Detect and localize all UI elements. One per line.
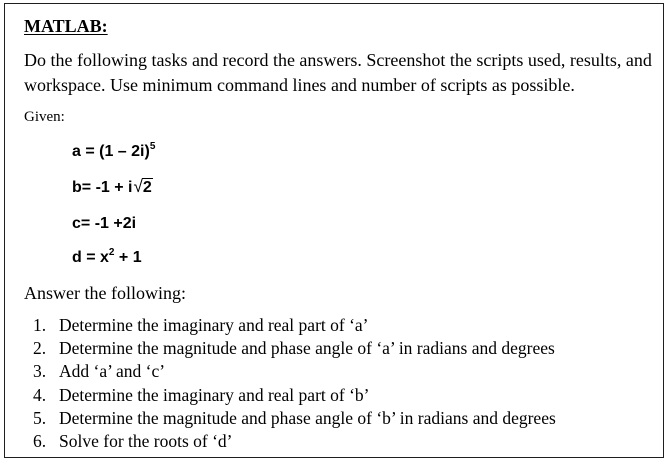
task-text: Determine the imaginary and real part of ‘b’ xyxy=(59,384,370,405)
task-number: 2. xyxy=(33,338,47,359)
document-frame xyxy=(4,3,664,458)
equation-d-lhs: d = x xyxy=(72,249,109,266)
task-number: 1. xyxy=(33,315,47,335)
instructions-paragraph: Do the following tasks and record the answers. Screenshot the scripts used, results, and workspace. Use minimum command lines and number of scripts as possible. xyxy=(24,50,652,95)
task-text: Determine the imaginary and real part of ‘a’ xyxy=(59,315,369,335)
equation-b-prefix: b= -1 + i xyxy=(72,179,133,196)
equation-b xyxy=(72,177,153,197)
equation-c: c= -1 +2i xyxy=(72,215,137,232)
equation-d-exponent: 2 xyxy=(108,247,115,258)
task-item xyxy=(33,314,556,337)
task-number: 3. xyxy=(33,361,47,382)
task-item xyxy=(33,384,556,407)
task-text: Add ‘a’ and ‘c’ xyxy=(59,361,166,382)
task-item xyxy=(33,337,556,360)
task-item xyxy=(33,407,556,430)
task-item xyxy=(33,430,556,453)
equation-a-exponent: 5 xyxy=(149,141,156,152)
task-list xyxy=(33,314,556,453)
equation-b-radicand: 2 xyxy=(142,179,152,196)
equation-d xyxy=(72,249,142,267)
task-number: 4. xyxy=(33,384,47,405)
task-text: Determine the magnitude and phase angle of ‘b’ in radians and degrees xyxy=(59,407,556,428)
equation-a xyxy=(72,143,155,161)
given-label: Given: xyxy=(24,109,65,125)
task-text: Determine the magnitude and phase angle of ‘a’ in radians and degrees xyxy=(59,338,555,359)
answer-label: Answer the following: xyxy=(24,283,186,303)
equation-d-rhs: + 1 xyxy=(114,249,142,266)
task-number: 5. xyxy=(33,407,47,428)
page-title: MATLAB: xyxy=(24,16,108,36)
task-text: Solve for the roots of ‘d’ xyxy=(59,431,233,452)
task-item xyxy=(33,360,556,383)
task-number: 6. xyxy=(33,431,47,452)
equation-a-base: a = (1 – 2i) xyxy=(72,143,150,160)
square-root-symbol: √ xyxy=(133,177,143,196)
